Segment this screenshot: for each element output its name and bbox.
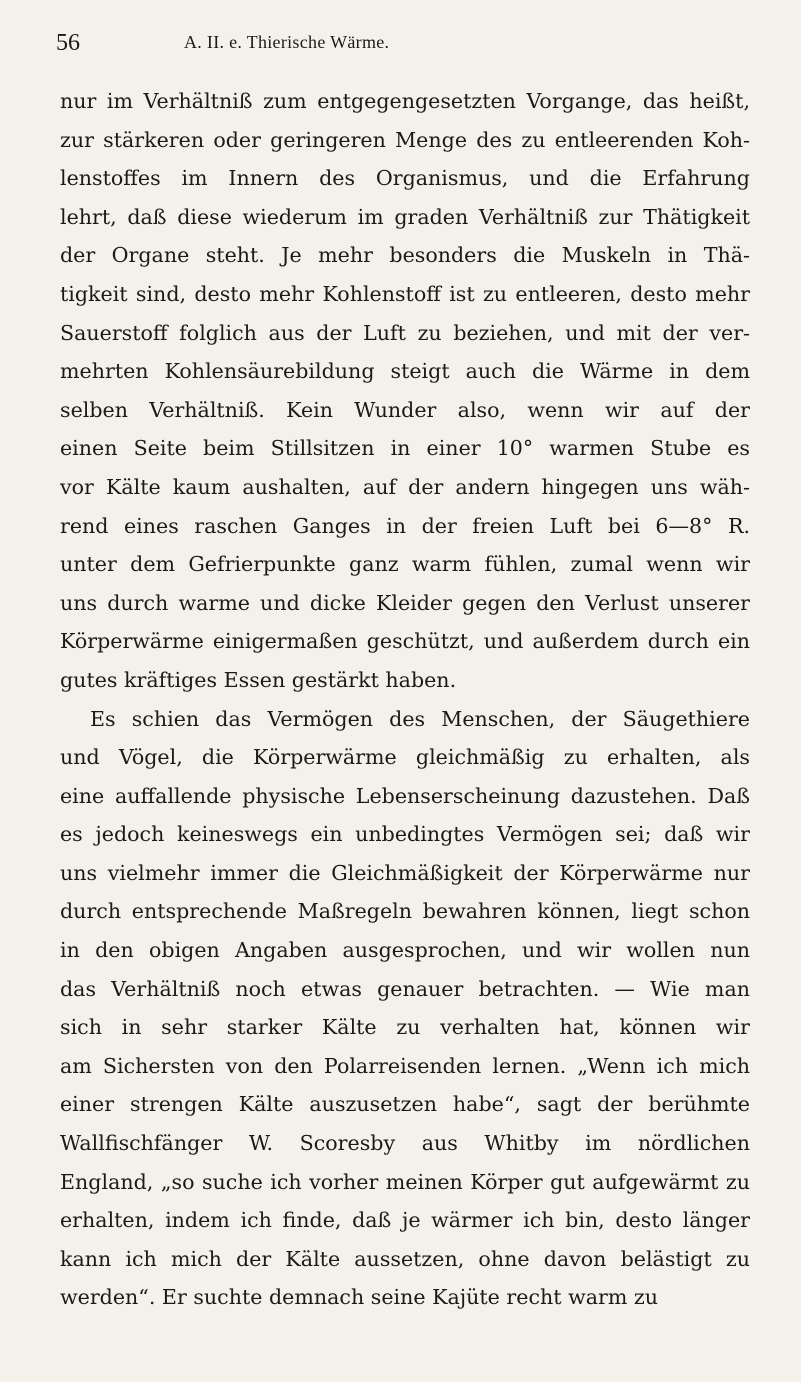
running-head: A. II. e. Thierische Wärme. [184, 32, 390, 52]
text-line: und Vögel, die Körperwärme gleichmäßig zu erhalten, als [60, 745, 750, 770]
text-line: Sauerstoff folglich aus der Luft zu beziehen, und mit der ver- [60, 320, 750, 345]
text-line: durch entsprechende Maßregeln bewahren können, liegt schon [60, 899, 750, 924]
text-line: mehrten Kohlensäurebildung steigt auch die Wärme in dem [60, 359, 750, 384]
text-line: Wallfischfänger W. Scoresby aus Whitby im nördlichen [60, 1131, 750, 1156]
text-line: kann ich mich der Kälte aussetzen, ohne davon belästigt zu [60, 1246, 750, 1271]
text-line: das Verhältniß noch etwas genauer betrachten. — Wie man [60, 976, 750, 1001]
text-line: werden“. Er suchte demnach seine Kajüte recht warm zu [60, 1285, 659, 1310]
text-line: uns vielmehr immer die Gleichmäßigkeit der Körperwärme nur [60, 860, 750, 885]
text-line: am Sichersten von den Polarreisenden lernen. „Wenn ich mich [60, 1053, 750, 1078]
text-line: sich in sehr starker Kälte zu verhalten hat, können wir [60, 1015, 750, 1040]
text-line: nur im Verhältniß zum entgegengesetzten Vorgange, das heißt, [60, 89, 750, 113]
text-line: selben Verhältniß. Kein Wunder also, wenn wir auf der [60, 397, 750, 422]
page-header [56, 30, 741, 64]
text-line: rend eines raschen Ganges in der freien Luft bei 6—8° R. [60, 513, 750, 538]
text-line: es jedoch keineswegs ein unbedingtes Vermögen sei; daß wir [60, 822, 750, 847]
text-line: England, „so suche ich vorher meinen Körper gut aufgewärmt zu [60, 1169, 750, 1194]
text-line: uns durch warme und dicke Kleider gegen den Verlust unserer [60, 590, 750, 615]
text-line: Körperwärme einigermaßen geschützt, und außerdem durch ein [60, 629, 750, 654]
page-number: 56 [56, 30, 80, 56]
text-line: zur stärkeren oder geringeren Menge des zu entleerenden Koh- [60, 127, 750, 152]
text-line: einen Seite beim Stillsitzen in einer 10° warmen Stube es [60, 436, 750, 461]
text-line: lehrt, daß diese wiederum im graden Verhältniß zur Thätigkeit [60, 204, 750, 229]
text-line: unter dem Gefrierpunkte ganz warm fühlen, zumal wenn wir [60, 552, 750, 577]
text-line: der Organe steht. Je mehr besonders die Muskeln in Thä- [60, 243, 750, 268]
text-line: lenstoffes im Innern des Organismus, und die Erfahrung [60, 166, 750, 191]
text-line: gutes kräftiges Essen gestärkt haben. [60, 667, 457, 692]
text-line: eine auffallende physische Lebenserscheinung dazustehen. Daß [60, 783, 750, 808]
text-line: in den obigen Angaben ausgesprochen, und wir wollen nun [60, 938, 750, 963]
text-line: tigkeit sind, desto mehr Kohlenstoff ist zu entleeren, desto mehr [60, 281, 750, 306]
text-line: Es schien das Vermögen des Menschen, der Säugethiere [90, 706, 750, 731]
text-line: vor Kälte kaum aushalten, auf der andern hingegen uns wäh- [60, 474, 750, 499]
text-line: einer strengen Kälte auszusetzen habe“, sagt der berühmte [60, 1092, 750, 1117]
text-line: erhalten, indem ich finde, daß je wärmer ich bin, desto länger [60, 1208, 750, 1233]
body-text [60, 82, 750, 1317]
